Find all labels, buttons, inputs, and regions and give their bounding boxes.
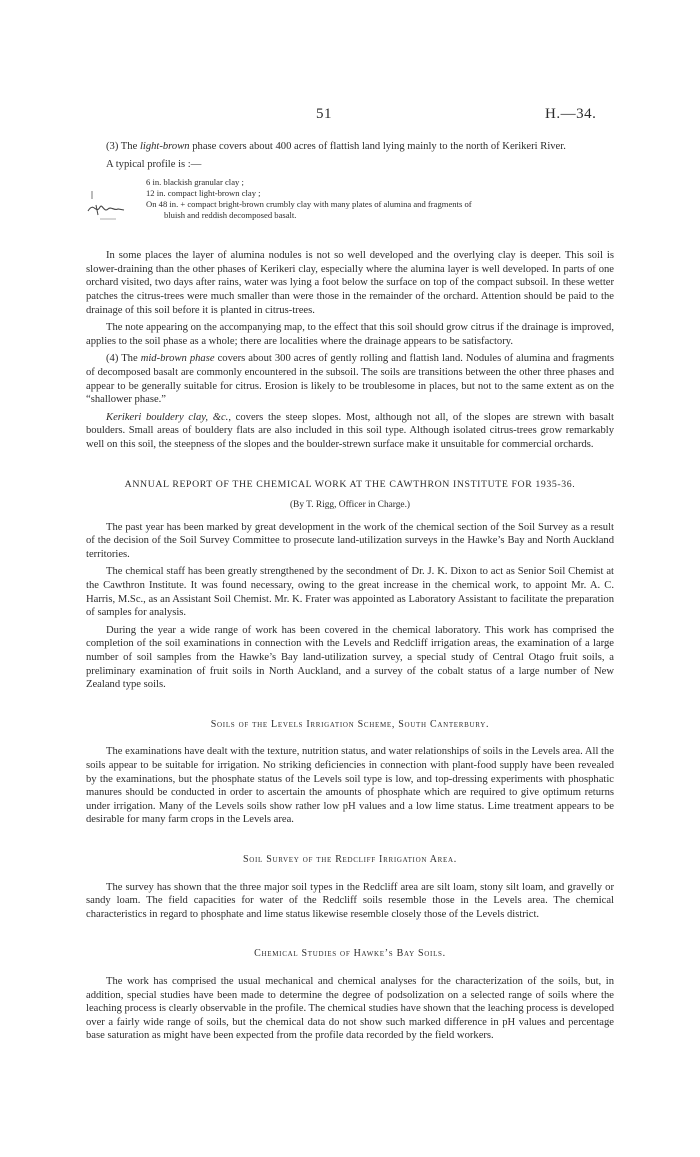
profile-line: bluish and reddish decomposed basalt. [164,209,297,220]
report-paragraph: During the year a wide range of work has been covered in the chemical laboratory. This work has comprised the completion of the soil examinations in connection with the Levels and Redcliff irrigation areas, the examination of a large number of soil samples from the Hawke’s Bay land-utilization survey, a special study of Central Otago fruit soils, a preliminary examination of fruit soils in North Auckland, and a survey of the cobalt status of a large number of New Zealand type soils. [86,624,614,691]
profile-line: 12 in. compact light-brown clay ; [146,187,261,198]
paragraph-text: covers about 300 acres of gently rolling and flattish land. Nodules of alumina and fragments of decomposed basalt are commonly encountered in the subsoil. The soils are transitions between the other three phases and appear to be generally suitable for citrus. Erosion is likely to be troublesome in places, but not to the same extent as on the “shallower phase.” [86,353,614,406]
section-heading-hawkes-bay: Chemical Studies of Hawke’s Bay Soils. [254,948,446,960]
paragraph-text: , covers the steep slopes. Most, although not all, of the slopes are strewn with basalt boulders. Small areas of bouldery flats are also included in this soil type. Although isolated citrus-trees grow remarkably well on this soil, the steepness of the slopes and the boulder-strewn surface make it unsuitable for commercial orchards. [86,411,614,450]
report-paragraph: The chemical staff has been greatly strengthened by the secondment of Dr. J. K. Dixon to act as Senior Soil Chemist at the Cawthron Institute. It was found necessary, owing to the great increase in the chemical work, to appoint Mr. A. C. Harris, M.Sc., as an Assistant Soil Chemist. Mr. K. Frater was appointed as Laboratory Assistant to facilitate the preparation of samples for analysis. [86,566,614,619]
page-content [86,140,614,1043]
soil-profile [86,177,614,241]
profile-line: On 48 in. + compact bright-brown crumbly clay with many plates of alumina and fragments of [146,198,472,209]
report-paragraph: The past year has been marked by great development in the work of the chemical section of the Soil Survey as a result of the decision of the Soil Survey Committee to prosecute land-utilization surveys in the Hawke’s Bay and North Auckland territories. [86,521,614,560]
section-paragraph-redcliff: The survey has shown that the three major soil types in the Redcliff area are silt loam, stony silt loam, and gravelly or sandy loam. The field capacities for water of the Redcliff soils resemble those in the Levels area. The chemical characteristics in regard to phosphate and lime status likewise resemble closely those of the Levels district. [86,881,614,920]
section-paragraph-hawkes-bay: The work has comprised the usual mechanical and chemical analyses for the characterization of the soils, but, in addition, special studies have been made to determine the degree of podsolization on a selected range of soils where the leaching process is clearly observable in the profile. The chemical studies have shown that the leaching process is developed over a fairly wide range of soils, but the chemical data do not show such marked difference in pH values and percentage base saturation as might have been expected from the profile data recorded by the field workers. [86,975,614,1042]
paragraph-text: phase covers about 400 acres of flattish land lying mainly to the north of Kerikeri River. [189,141,566,152]
report-byline: (By T. Rigg, Officer in Charge.) [289,500,411,511]
profile-bracket-mark [86,189,126,225]
mid-brown-phase-paragraph [86,352,614,406]
document-reference: H.—34. [545,106,597,122]
map-note-paragraph: The note appearing on the accompanying map, to the effect that this soil should grow citrus if the drainage is improved, applies to the soil phase as a whole; there are localities where the drainage appears to be satisfactory. [86,322,614,347]
report-title: ANNUAL REPORT OF THE CHEMICAL WORK AT THE CAWTHRON INSTITUTE FOR 1935-36. [124,478,576,490]
section-paragraph-levels: The examinations have dealt with the texture, nutrition status, and water relationships of soils in the Levels area. All the soils appear to be suitable for irrigation. No striking deficiencies in connection with plant-food supply have been revealed by the examinations, but the phosphate status of the Levels soil type is low, and top-dressing experiments with phosphatic manures should be conducted in order to ascertain the amounts of phosphate which are required to give optimum returns under irrigation. Many of the Levels soils show rather low pH values and a low lime status. Lime treatment appears to be desirable for many farm crops in the Levels area. [86,746,614,826]
typical-profile-intro: A typical profile is :— [106,158,202,170]
section-heading-levels: Soils of the Levels Irrigation Scheme, South Canterbury. [210,718,490,730]
profile-line: 6 in. blackish granular clay ; [146,177,244,188]
soil-type-name: Kerikeri bouldery clay, &c. [106,411,229,423]
page-number: 51 [316,106,332,122]
paragraph-lead: (3) The [106,141,140,152]
phase-name: mid-brown phase [140,353,215,365]
alumina-paragraph: In some places the layer of alumina nodules is not so well developed and the overlying clay is deeper. This soil is slower-draining than the other phases of Kerikeri clay, especially where the alumina layer is well developed. In parts of one orchard visited, two days after rains, water was lying a foot below the surface on top of the compact subsoil. In these wetter patches the citrus-trees were much smaller than were those in the remainder of the orchard. Attention should be paid to the drainage of this soil before it is planted in citrus-trees. [86,250,614,316]
paragraph-lead: (4) The [106,353,141,365]
section-heading-redcliff: Soil Survey of the Redcliff Irrigation Area. [243,853,457,865]
light-brown-phase-paragraph [86,140,614,154]
phase-name: light-brown [139,141,190,152]
bouldery-clay-paragraph [86,411,614,452]
page-header [0,106,700,126]
profile-lines [146,177,612,220]
